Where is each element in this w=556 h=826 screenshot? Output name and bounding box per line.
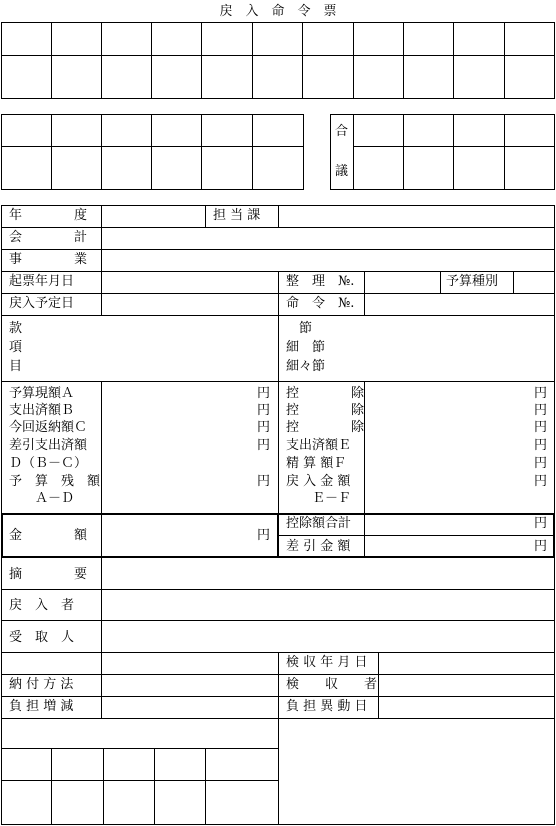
budget-item-right: 控 除 <box>286 386 365 401</box>
yen-unit: 円 <box>257 438 271 453</box>
budget-item-left: 今回返納額Ｃ <box>9 420 88 435</box>
futan-zougen-label: 負 担 増 減 <box>9 699 74 714</box>
tekiyo-label: 摘 要 <box>9 567 88 582</box>
budget-item-left: 差引支出済額 <box>9 438 88 453</box>
budget-item-right: 精 算 額Ｆ <box>286 456 347 471</box>
approval-grid <box>330 114 555 190</box>
jigyo-label: 事 業 <box>9 252 88 267</box>
kenshusha-label: 検 収 者 <box>286 677 378 692</box>
yen-unit: 円 <box>534 420 548 435</box>
yen-unit: 円 <box>534 403 548 418</box>
budget-item-right: 支出済額Ｅ <box>286 438 352 453</box>
yen-unit: 円 <box>257 420 271 435</box>
yen-unit: 円 <box>257 386 271 401</box>
yen-unit: 円 <box>534 474 548 489</box>
uketorinin-label: 受 取 人 <box>9 630 75 645</box>
seiri-no-label: 整 理 №. <box>286 274 355 289</box>
yen-unit: 円 <box>534 386 548 401</box>
budget-item-left: Ａ－Ｄ <box>9 491 75 506</box>
kojo-gokei-yen: 円 <box>534 516 548 531</box>
yosan-shubetsu-label: 予算種別 <box>446 274 499 289</box>
sashihiki-label: 差 引 金 額 <box>286 539 351 554</box>
setsu-label: 節 <box>286 321 313 336</box>
yen-unit: 円 <box>534 456 548 471</box>
reinyu-yotei-label: 戻入予定日 <box>9 296 75 311</box>
reinyusha-label: 戻 入 者 <box>9 598 75 613</box>
budget-item-right: 控 除 <box>286 420 365 435</box>
kojo-gokei-label: 控除額合計 <box>286 516 352 531</box>
tanto-ka-label: 担 当 課 <box>213 208 261 223</box>
budget-item-right: 控 除 <box>286 403 365 418</box>
budget-item-left: 予算現額Ａ <box>9 386 75 401</box>
kaikei-label: 会 計 <box>9 230 88 245</box>
approval-gou-label: 合 <box>335 124 349 139</box>
page-title: 戻 入 命 令 票 <box>219 4 337 19</box>
moku-label: 目 <box>9 359 23 374</box>
budget-item-left: 支出済額Ｂ <box>9 403 75 418</box>
noufu-hoho-label: 納 付 方 法 <box>9 677 74 692</box>
saisaisetsu-label: 細々節 <box>286 359 326 374</box>
budget-item-left: 予 算 残 額 <box>9 474 101 489</box>
saisetsu-label: 細 節 <box>286 340 326 355</box>
kingaku-yen: 円 <box>257 528 271 543</box>
yen-unit: 円 <box>257 403 271 418</box>
kingaku-label: 金 額 <box>9 528 88 543</box>
stamp-grid-top <box>1 22 555 99</box>
budget-item-left: Ｄ（Ｂ－Ｃ） <box>9 456 88 471</box>
yen-unit: 円 <box>534 438 548 453</box>
approval-gi-label: 議 <box>335 164 349 179</box>
kan-label: 款 <box>9 321 23 336</box>
sashihiki-yen: 円 <box>534 539 548 554</box>
kou-label: 項 <box>9 340 23 355</box>
kihyo-date-label: 起票年月日 <box>9 274 75 289</box>
budget-item-right: Ｅ－Ｆ <box>286 491 352 506</box>
budget-item-right: 戻 入 金 額 <box>286 474 351 489</box>
kenshu-date-label: 検 収 年 月 日 <box>286 655 368 670</box>
nendo-label: 年 度 <box>9 208 88 223</box>
stamp-grid-middle <box>1 114 304 190</box>
yen-unit: 円 <box>257 474 271 489</box>
meirei-no-label: 命 令 №. <box>286 296 355 311</box>
futan-ido-label: 負 担 異 動 日 <box>286 699 368 714</box>
